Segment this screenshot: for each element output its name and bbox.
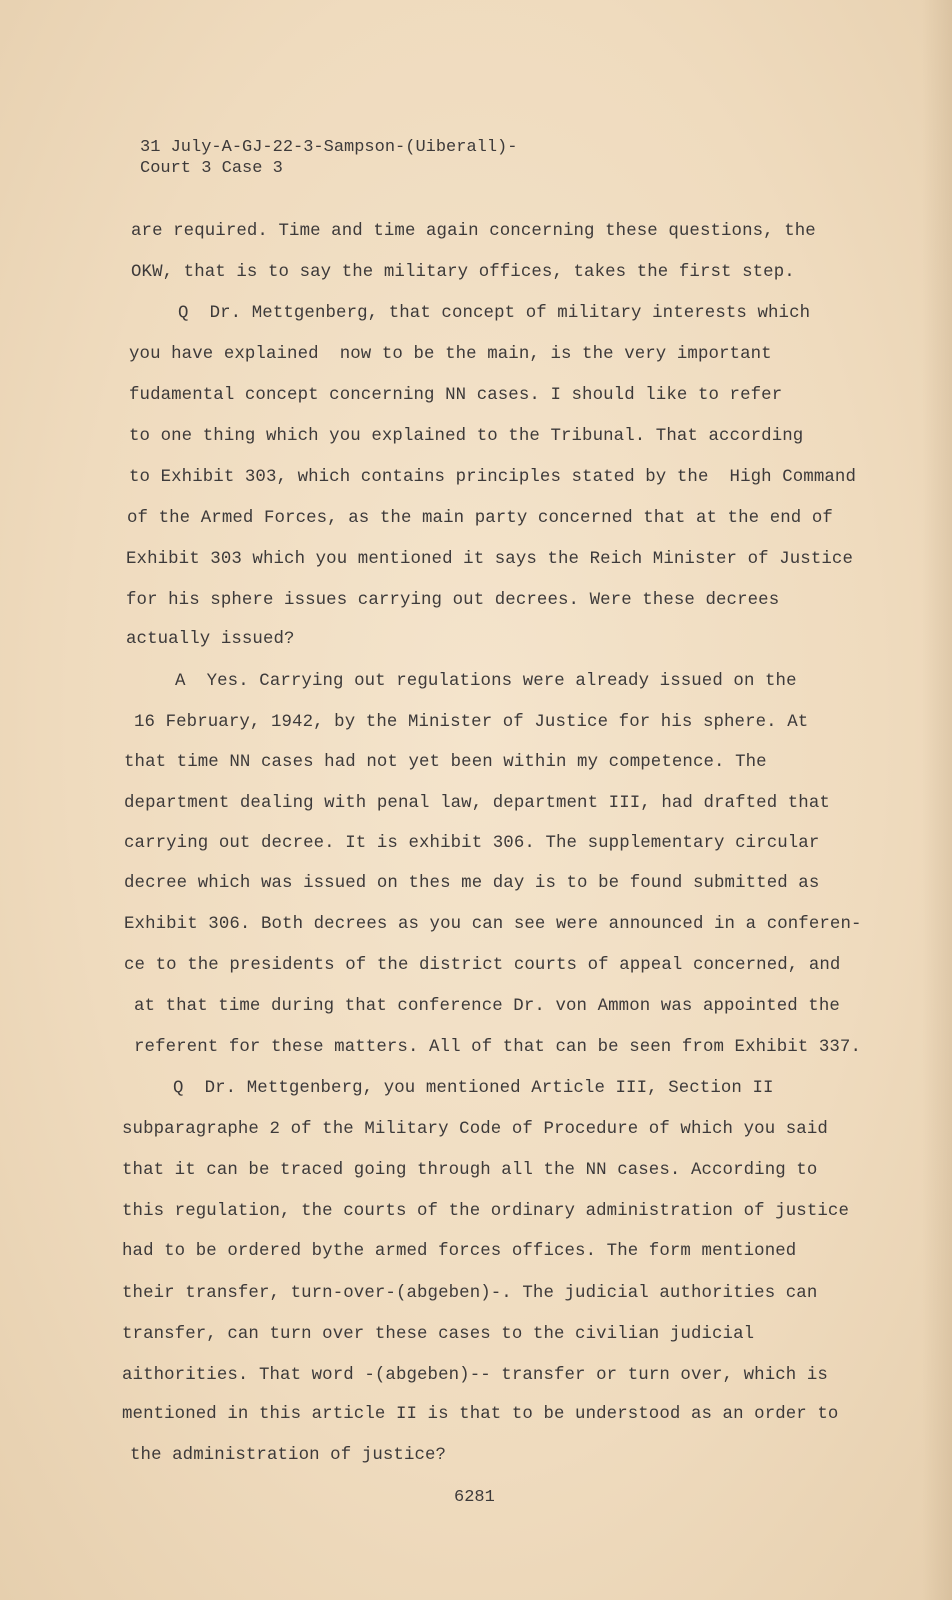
document-header [140,137,517,179]
header-session-line: 31 July-A-GJ-22-3-Sampson-(Uiberall)- [140,138,518,157]
text-line: to Exhibit 303, which contains principles stated by the High Command [129,468,856,487]
text-line: of the Armed Forces, as the main party concerned that at the end of [127,509,833,528]
text-line: aithorities. That word -(abgeben)-- transfer or turn over, which is [122,1366,828,1385]
header-court-line: Court 3 Case 3 [140,159,283,178]
text-line: fudamental concept concerning NN cases. I should like to refer [129,386,783,405]
text-line: transfer, can turn over these cases to the civilian judicial [122,1325,755,1344]
text-line: carrying out decree. It is exhibit 306. The supplementary circular [124,834,820,853]
text-line: subparagraphe 2 of the Military Code of Procedure of which you said [122,1120,828,1139]
text-line: ce to the presidents of the district courts of appeal concerned, and [124,956,841,975]
text-line: for his sphere issues carrying out decrees. Were these decrees [126,591,780,610]
text-line: Exhibit 303 which you mentioned it says the Reich Minister of Justice [126,550,853,569]
text-line: Exhibit 306. Both decrees as you can see were announced in a conferen- [124,915,862,934]
text-line: had to be ordered bythe armed forces offices. The form mentioned [122,1242,797,1261]
text-line: A Yes. Carrying out regulations were already issued on the [175,672,797,691]
text-line: actually issued? [126,630,295,649]
text-line: that time NN cases had not yet been within my competence. The [124,753,767,772]
text-line: mentioned in this article II is that to be understood as an order to [122,1405,839,1424]
text-line: OKW, that is to say the military offices, takes the first step. [131,263,795,282]
text-line: decree which was issued on thes me day is to be found submitted as [124,874,820,893]
text-line: Q Dr. Mettgenberg, that concept of military interests which [178,304,811,323]
text-line: to one thing which you explained to the Tribunal. That according [129,427,804,446]
text-line: their transfer, turn-over-(abgeben)-. The judicial authorities can [122,1284,818,1303]
text-line: 16 February, 1942, by the Minister of Justice for his sphere. At [134,713,809,732]
text-line: that it can be traced going through all the NN cases. According to [122,1161,818,1180]
text-line: the administration of justice? [130,1446,447,1465]
text-line: you have explained now to be the main, is the very important [129,345,772,364]
text-line: department dealing with penal law, department III, had drafted that [124,794,830,813]
text-line: at that time during that conference Dr. von Ammon was appointed the [134,997,840,1016]
text-line: Q Dr. Mettgenberg, you mentioned Article III, Section II [173,1079,774,1098]
text-line: are required. Time and time again concerning these questions, the [131,222,816,241]
page-edge-shading [922,0,952,1600]
text-line: this regulation, the courts of the ordinary administration of justice [122,1202,849,1221]
text-line: referent for these matters. All of that can be seen from Exhibit 337. [134,1038,861,1057]
page-number: 6281 [454,1488,495,1507]
